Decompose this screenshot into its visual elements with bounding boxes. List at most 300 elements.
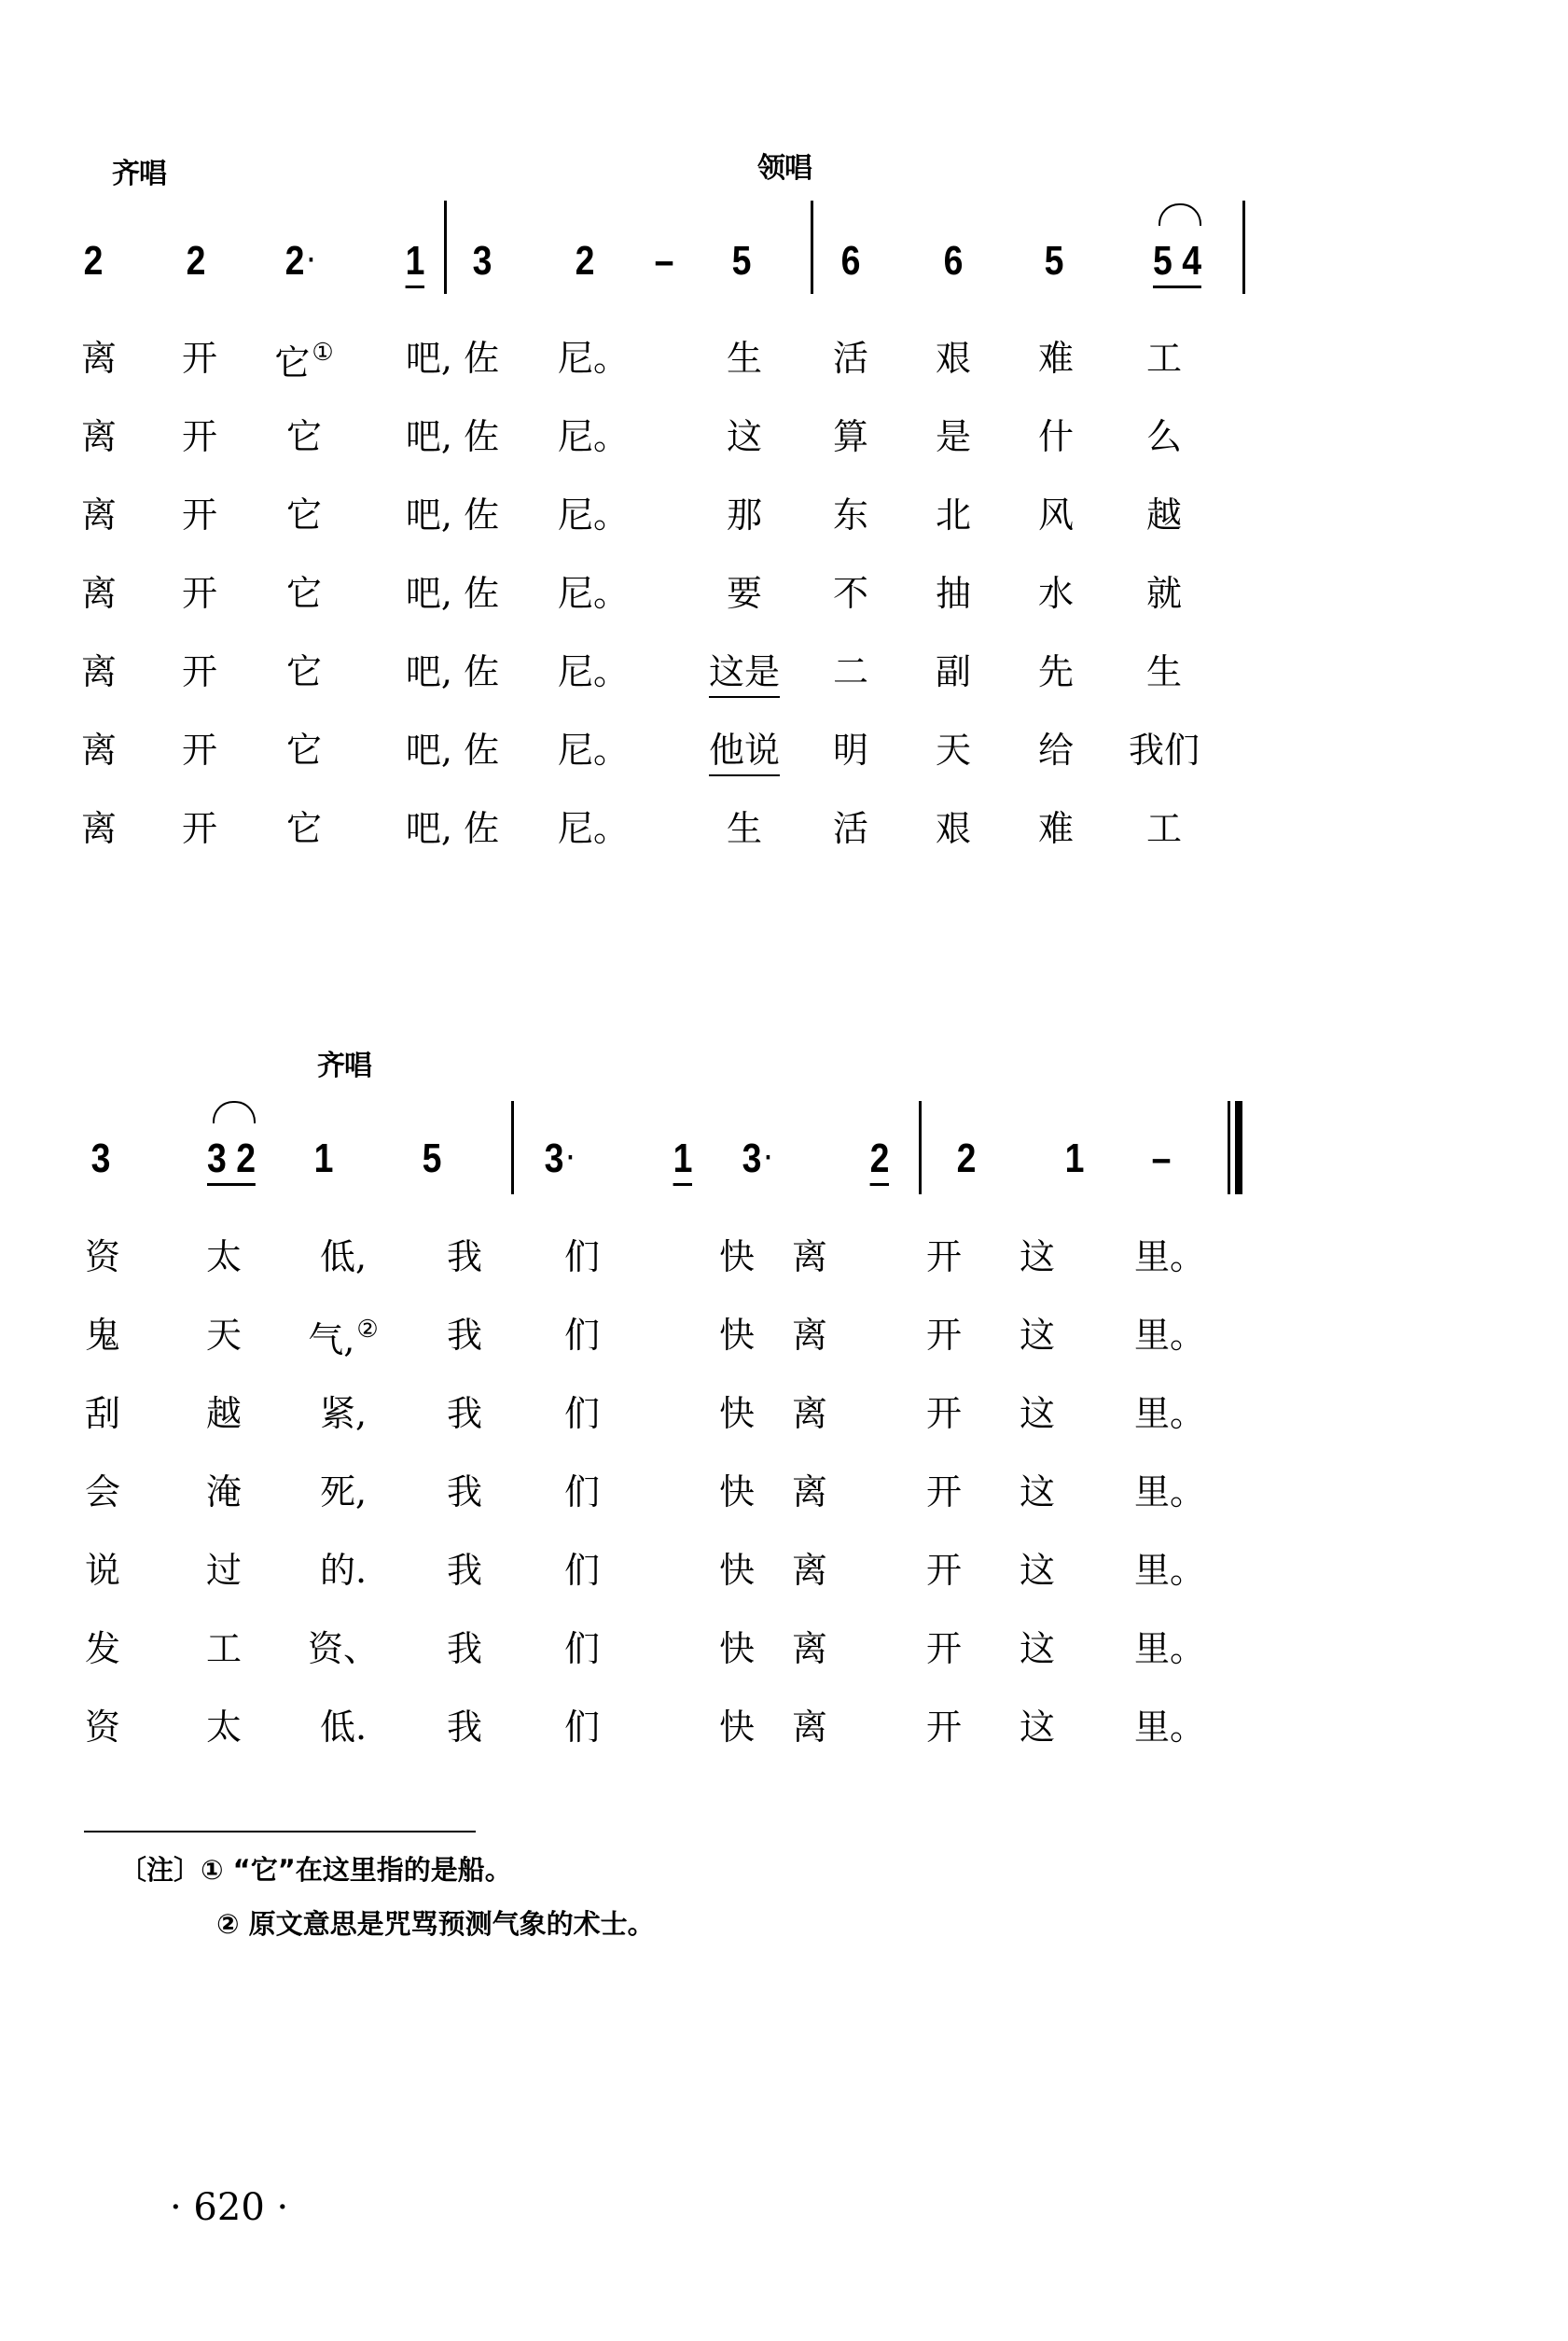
lyric-text: 快 xyxy=(718,1707,756,1748)
lyric-text: 我 xyxy=(446,1550,483,1591)
lyric-syllable xyxy=(1037,730,1075,771)
lyric-syllable xyxy=(1037,416,1075,457)
lyric-syllable xyxy=(1133,1471,1206,1512)
lyric-syllable xyxy=(708,651,781,692)
lyric-text: 资 xyxy=(84,1707,121,1748)
lyric-syllable xyxy=(1133,1393,1206,1434)
lyric-text: 淹 xyxy=(205,1471,243,1512)
lyric-syllable xyxy=(1019,1707,1056,1748)
lyric-text: 刮 xyxy=(84,1393,121,1434)
lyric-text: 快 xyxy=(718,1471,756,1512)
note-digit: 6 xyxy=(943,238,964,284)
lyric-text: 东 xyxy=(832,495,869,536)
lyric-syllable xyxy=(1128,730,1200,771)
lyric-syllable xyxy=(1019,1471,1056,1512)
lyric-text: 开 xyxy=(925,1471,963,1512)
lyric-text: 么 xyxy=(1145,416,1183,457)
augmentation-dot: · xyxy=(566,1142,576,1173)
lyric-text: 死, xyxy=(319,1471,368,1512)
note-digit: 1 xyxy=(406,238,425,288)
lyric-text: 会 xyxy=(84,1471,121,1512)
lyric-text: 说 xyxy=(84,1550,121,1591)
lyric-syllable xyxy=(84,1471,121,1512)
note-digit: 5 xyxy=(422,1136,442,1181)
lyric-syllable xyxy=(718,1550,756,1591)
note-digit: – xyxy=(654,238,674,284)
lyric-syllable xyxy=(205,1471,243,1512)
barline xyxy=(444,201,447,294)
lyric-text: 离 xyxy=(80,730,118,771)
lyric-text: 算 xyxy=(832,416,869,457)
lyric-syllable xyxy=(935,495,972,536)
lyric-text: 工 xyxy=(205,1628,243,1669)
slur-arc xyxy=(1159,203,1201,226)
lyric-syllable xyxy=(718,1315,756,1356)
lyric-text: 这是 xyxy=(709,651,780,698)
lyric-syllable xyxy=(285,730,323,771)
lyric-text: 离 xyxy=(80,416,118,457)
lyric-text: 们 xyxy=(563,1236,601,1277)
lyric-text: 天 xyxy=(935,730,972,771)
lyric-syllable xyxy=(1133,1315,1206,1356)
lyric-syllable xyxy=(832,651,869,692)
note-digit: 5 4 xyxy=(1153,238,1201,288)
lyric-text: 这 xyxy=(1019,1471,1056,1512)
jianpu-note xyxy=(1044,238,1064,284)
footnote-marker: ① xyxy=(312,339,334,367)
lyric-text: 尼。 xyxy=(557,495,630,536)
lyric-text: 快 xyxy=(718,1393,756,1434)
augmentation-dot: · xyxy=(307,244,316,275)
lyric-syllable xyxy=(319,1707,368,1748)
lyric-syllable xyxy=(925,1393,963,1434)
lyric-text: 越 xyxy=(205,1393,243,1434)
lyric-syllable xyxy=(925,1550,963,1591)
footnote-2: ② 原文意思是咒骂预测气象的术士。 xyxy=(216,1908,655,1940)
lyric-syllable xyxy=(1037,651,1075,692)
lyric-text: 开 xyxy=(181,808,218,849)
note-digit: 2 xyxy=(575,238,595,284)
lyric-text: 这 xyxy=(1019,1236,1056,1277)
lyric-syllable xyxy=(935,416,972,457)
jianpu-note xyxy=(673,1138,693,1179)
lyric-text: 它 xyxy=(285,495,323,536)
barline xyxy=(811,201,813,294)
lyric-text: 离 xyxy=(791,1707,828,1748)
lyric-text: 开 xyxy=(925,1707,963,1748)
lyric-syllable xyxy=(1037,808,1075,849)
lyric-syllable xyxy=(563,1236,601,1277)
lyric-text: 开 xyxy=(181,495,218,536)
lyric-text: 这 xyxy=(1019,1393,1056,1434)
lyric-text: 快 xyxy=(718,1236,756,1277)
lyric-text: 发 xyxy=(84,1628,121,1669)
lyric-text: 们 xyxy=(563,1628,601,1669)
lyric-syllable xyxy=(446,1707,483,1748)
final-barline-thin xyxy=(1228,1101,1230,1194)
note-digit: 2 xyxy=(956,1136,977,1181)
lyric-text: 里。 xyxy=(1133,1236,1206,1277)
barline xyxy=(511,1101,514,1194)
lyric-text: 快 xyxy=(718,1550,756,1591)
lyric-syllable xyxy=(285,808,323,849)
lyric-syllable xyxy=(181,338,218,379)
lyric-text: 里。 xyxy=(1133,1550,1206,1591)
jianpu-note xyxy=(207,1138,256,1179)
lyric-syllable xyxy=(791,1393,828,1434)
lyric-syllable xyxy=(832,416,869,457)
note-digit: 1 xyxy=(1064,1136,1085,1181)
lyric-syllable xyxy=(935,338,972,379)
lyric-text: 这 xyxy=(1019,1707,1056,1748)
lyric-text: 开 xyxy=(181,338,218,379)
lyric-syllable xyxy=(1133,1707,1206,1748)
lyric-text: 的. xyxy=(319,1550,368,1591)
lyric-text: 北 xyxy=(935,495,972,536)
lyric-text: 开 xyxy=(925,1236,963,1277)
lyric-text: 里。 xyxy=(1133,1628,1206,1669)
augmentation-dot: · xyxy=(764,1142,773,1173)
lyric-syllable xyxy=(80,651,118,692)
lyric-text: 吧, 佐 xyxy=(405,495,500,536)
lyric-syllable xyxy=(1019,1393,1056,1434)
lyric-text: 这 xyxy=(1019,1550,1056,1591)
lyric-syllable xyxy=(557,651,630,692)
note-digit: 1 xyxy=(313,1136,334,1181)
lyric-text: 吧, 佐 xyxy=(405,730,500,771)
lyric-syllable xyxy=(1145,651,1183,692)
lyric-text: 什 xyxy=(1037,416,1075,457)
jianpu-note xyxy=(545,1138,576,1179)
lyric-syllable xyxy=(726,338,763,379)
lyric-text: 太 xyxy=(205,1236,243,1277)
lyric-syllable xyxy=(319,1236,368,1277)
lyric-syllable xyxy=(446,1236,483,1277)
lyric-syllable xyxy=(925,1707,963,1748)
lyric-text: 尼。 xyxy=(557,730,630,771)
lyric-text: 艰 xyxy=(935,338,972,379)
lyric-text: 们 xyxy=(563,1471,601,1512)
lyric-syllable xyxy=(563,1707,601,1748)
lyric-text: 活 xyxy=(832,808,869,849)
note-digit: 2 xyxy=(83,238,104,284)
lyric-text: 吧, 佐 xyxy=(405,416,500,457)
lyric-syllable xyxy=(84,1628,121,1669)
lyric-text: 生 xyxy=(726,808,763,849)
lyric-syllable xyxy=(557,573,630,614)
lyric-syllable xyxy=(1133,1236,1206,1277)
lyric-text: 尼。 xyxy=(557,416,630,457)
note-digit: 5 xyxy=(1044,238,1064,284)
lyric-syllable xyxy=(181,416,218,457)
lyric-syllable xyxy=(925,1236,963,1277)
lyric-text: 它 xyxy=(285,730,323,771)
jianpu-note xyxy=(1065,1138,1085,1179)
lyric-text: 离 xyxy=(80,651,118,692)
lyric-syllable xyxy=(563,1628,601,1669)
lyric-syllable xyxy=(726,416,763,457)
lyric-syllable xyxy=(832,730,869,771)
lyric-text: 吧, 佐 xyxy=(405,808,500,849)
lyric-text: 里。 xyxy=(1133,1471,1206,1512)
lyric-syllable xyxy=(1019,1550,1056,1591)
lyric-text: 难 xyxy=(1037,808,1075,849)
lyric-syllable xyxy=(181,730,218,771)
lyric-text: 离 xyxy=(791,1550,828,1591)
note-digit: 3 xyxy=(742,1136,762,1181)
lyric-syllable xyxy=(1133,1628,1206,1669)
lyric-text: 不 xyxy=(832,573,869,614)
lyric-syllable xyxy=(832,808,869,849)
lyric-text: 过 xyxy=(205,1550,243,1591)
lyric-text: 尼。 xyxy=(557,338,630,379)
lyric-text: 它 xyxy=(285,808,323,849)
lyric-syllable xyxy=(181,495,218,536)
lyric-syllable xyxy=(726,808,763,849)
lyric-syllable xyxy=(791,1236,828,1277)
lyric-syllable xyxy=(84,1236,121,1277)
lyric-text: 我 xyxy=(446,1628,483,1669)
lyric-syllable xyxy=(935,573,972,614)
lyric-syllable xyxy=(935,730,972,771)
section-label-unison-2: 齐唱 xyxy=(317,1050,371,1082)
lyric-text: 尼。 xyxy=(557,651,630,692)
lyric-syllable xyxy=(791,1550,828,1591)
lyric-text: 开 xyxy=(181,730,218,771)
lyric-text: 二 xyxy=(832,651,869,692)
lyric-text: 艰 xyxy=(935,808,972,849)
lyric-text: 离 xyxy=(791,1628,828,1669)
lyric-text: 里。 xyxy=(1133,1707,1206,1748)
lyric-syllable xyxy=(935,651,972,692)
lyric-syllable xyxy=(1133,1550,1206,1591)
lyric-text: 吧, 佐 xyxy=(405,573,500,614)
lyric-syllable xyxy=(405,730,500,771)
lyric-syllable xyxy=(718,1707,756,1748)
note-digit: 2 xyxy=(870,1136,890,1186)
lyric-text: 活 xyxy=(832,338,869,379)
lyric-syllable xyxy=(1145,573,1183,614)
note-digit: 3 xyxy=(90,1136,111,1181)
lyric-syllable xyxy=(446,1628,483,1669)
lyric-text: 紧, xyxy=(319,1393,368,1434)
lyric-syllable xyxy=(181,651,218,692)
jianpu-note xyxy=(840,238,861,284)
lyric-text: 给 xyxy=(1037,730,1075,771)
lyric-text: 它 xyxy=(285,573,323,614)
lyric-syllable xyxy=(205,1393,243,1434)
lyric-syllable xyxy=(307,1628,380,1669)
lyric-syllable xyxy=(557,730,630,771)
lyric-text: 离 xyxy=(80,338,118,379)
lyric-text: 离 xyxy=(80,573,118,614)
lyric-syllable xyxy=(1037,495,1075,536)
lyric-syllable xyxy=(181,573,218,614)
lyric-text: 开 xyxy=(925,1628,963,1669)
lyric-syllable xyxy=(791,1628,828,1669)
lyric-syllable xyxy=(84,1550,121,1591)
lyric-syllable xyxy=(308,1317,378,1358)
lyric-text: 太 xyxy=(205,1707,243,1748)
lyric-text: 是 xyxy=(935,416,972,457)
note-digit: 5 xyxy=(731,238,752,284)
lyric-syllable xyxy=(557,416,630,457)
lyric-syllable xyxy=(285,651,323,692)
lyric-syllable xyxy=(1019,1236,1056,1277)
jianpu-note xyxy=(83,238,104,284)
lyric-text: 就 xyxy=(1145,573,1183,614)
lyric-text: 离 xyxy=(791,1315,828,1356)
lyric-text: 生 xyxy=(726,338,763,379)
lyric-syllable xyxy=(726,495,763,536)
lyric-syllable xyxy=(319,1550,368,1591)
jianpu-note xyxy=(943,238,964,284)
lyric-syllable xyxy=(181,808,218,849)
lyric-syllable xyxy=(205,1628,243,1669)
lyric-text: 天 xyxy=(205,1315,243,1356)
lyric-text: 离 xyxy=(80,495,118,536)
jianpu-note xyxy=(870,1138,890,1179)
lyric-syllable xyxy=(563,1393,601,1434)
lyric-text: 吧, 佐 xyxy=(405,651,500,692)
lyric-syllable xyxy=(1145,416,1183,457)
lyric-syllable xyxy=(718,1236,756,1277)
jianpu-note xyxy=(731,238,752,284)
jianpu-note xyxy=(742,1138,773,1179)
lyric-syllable xyxy=(718,1393,756,1434)
page-number: · 620 · xyxy=(170,2186,289,2229)
lyric-syllable xyxy=(832,338,869,379)
lyric-text: 我 xyxy=(446,1393,483,1434)
jianpu-note xyxy=(472,238,493,284)
lyric-syllable xyxy=(1037,573,1075,614)
final-barline-thick xyxy=(1235,1101,1242,1194)
lyric-syllable xyxy=(925,1628,963,1669)
lyric-text: 它 xyxy=(285,651,323,692)
lyric-syllable xyxy=(446,1471,483,1512)
lyric-syllable xyxy=(205,1315,243,1356)
lyric-text: 那 xyxy=(726,495,763,536)
section-label-unison: 齐唱 xyxy=(112,158,166,190)
lyric-syllable xyxy=(563,1471,601,1512)
section-label-lead: 领唱 xyxy=(757,152,812,185)
lyric-syllable xyxy=(446,1315,483,1356)
lyric-text: 我 xyxy=(446,1471,483,1512)
lyric-text: 他说 xyxy=(709,730,780,776)
lyric-syllable xyxy=(84,1393,121,1434)
jianpu-note xyxy=(186,238,206,284)
jianpu-note xyxy=(957,1138,977,1179)
lyric-syllable xyxy=(205,1236,243,1277)
lyric-text: 越 xyxy=(1145,495,1183,536)
lyric-syllable xyxy=(563,1550,601,1591)
lyric-text: 吧, 佐 xyxy=(405,338,500,379)
lyric-text: 离 xyxy=(791,1393,828,1434)
lyric-text: 开 xyxy=(925,1393,963,1434)
lyric-syllable xyxy=(274,341,333,381)
lyric-text: 尼。 xyxy=(557,808,630,849)
lyric-text: 我 xyxy=(446,1236,483,1277)
lyric-syllable xyxy=(285,416,323,457)
lyric-syllable xyxy=(80,573,118,614)
lyric-text: 工 xyxy=(1145,338,1183,379)
lyric-text: 气, xyxy=(308,1319,355,1360)
lyric-text: 它 xyxy=(274,342,311,383)
note-digit: – xyxy=(1151,1136,1172,1181)
lyric-syllable xyxy=(1145,495,1183,536)
footnote-divider xyxy=(84,1831,476,1832)
slur-arc xyxy=(213,1101,256,1123)
lyric-syllable xyxy=(708,730,781,771)
lyric-text: 难 xyxy=(1037,338,1075,379)
lyric-text: 离 xyxy=(80,808,118,849)
lyric-text: 这 xyxy=(1019,1628,1056,1669)
note-digit: 3 2 xyxy=(207,1136,256,1186)
lyric-syllable xyxy=(84,1707,121,1748)
lyric-syllable xyxy=(405,416,500,457)
lyric-text: 离 xyxy=(791,1471,828,1512)
lyric-syllable xyxy=(80,808,118,849)
lyric-text: 资 xyxy=(84,1236,121,1277)
note-digit: 2 xyxy=(186,238,206,284)
lyric-syllable xyxy=(791,1315,828,1356)
lyric-text: 要 xyxy=(726,573,763,614)
lyric-text: 离 xyxy=(791,1236,828,1277)
lyric-syllable xyxy=(446,1550,483,1591)
lyric-syllable xyxy=(557,495,630,536)
lyric-text: 尼。 xyxy=(557,573,630,614)
lyric-text: 工 xyxy=(1145,808,1183,849)
footnote-marker: ② xyxy=(356,1316,379,1344)
lyric-text: 副 xyxy=(935,651,972,692)
lyric-text: 们 xyxy=(563,1315,601,1356)
lyric-text: 们 xyxy=(563,1550,601,1591)
lyric-syllable xyxy=(319,1393,368,1434)
footnote-1: 〔注〕① “它”在这里指的是船。 xyxy=(119,1854,512,1886)
lyric-syllable xyxy=(319,1471,368,1512)
lyric-syllable xyxy=(80,495,118,536)
lyric-syllable xyxy=(405,808,500,849)
lyric-syllable xyxy=(832,495,869,536)
jianpu-note xyxy=(423,1138,442,1179)
barline xyxy=(1242,201,1245,294)
lyric-text: 我们 xyxy=(1128,730,1200,771)
lyric-syllable xyxy=(791,1707,828,1748)
lyric-syllable xyxy=(935,808,972,849)
lyric-text: 快 xyxy=(718,1315,756,1356)
lyric-text: 水 xyxy=(1037,573,1075,614)
note-digit: 2 xyxy=(284,238,305,284)
lyric-text: 资、 xyxy=(307,1628,380,1669)
lyric-syllable xyxy=(80,416,118,457)
barline xyxy=(919,1101,922,1194)
lyric-syllable xyxy=(726,573,763,614)
lyric-syllable xyxy=(1019,1628,1056,1669)
lyric-syllable xyxy=(1037,338,1075,379)
jianpu-note xyxy=(405,238,425,284)
lyric-syllable xyxy=(1145,808,1183,849)
lyric-syllable xyxy=(718,1471,756,1512)
lyric-text: 先 xyxy=(1037,651,1075,692)
lyric-text: 开 xyxy=(181,651,218,692)
jianpu-note xyxy=(1152,1138,1172,1179)
lyric-text: 们 xyxy=(563,1707,601,1748)
lyric-syllable xyxy=(925,1315,963,1356)
lyric-syllable xyxy=(285,573,323,614)
lyric-text: 里。 xyxy=(1133,1393,1206,1434)
lyric-text: 们 xyxy=(563,1393,601,1434)
lyric-syllable xyxy=(557,338,630,379)
